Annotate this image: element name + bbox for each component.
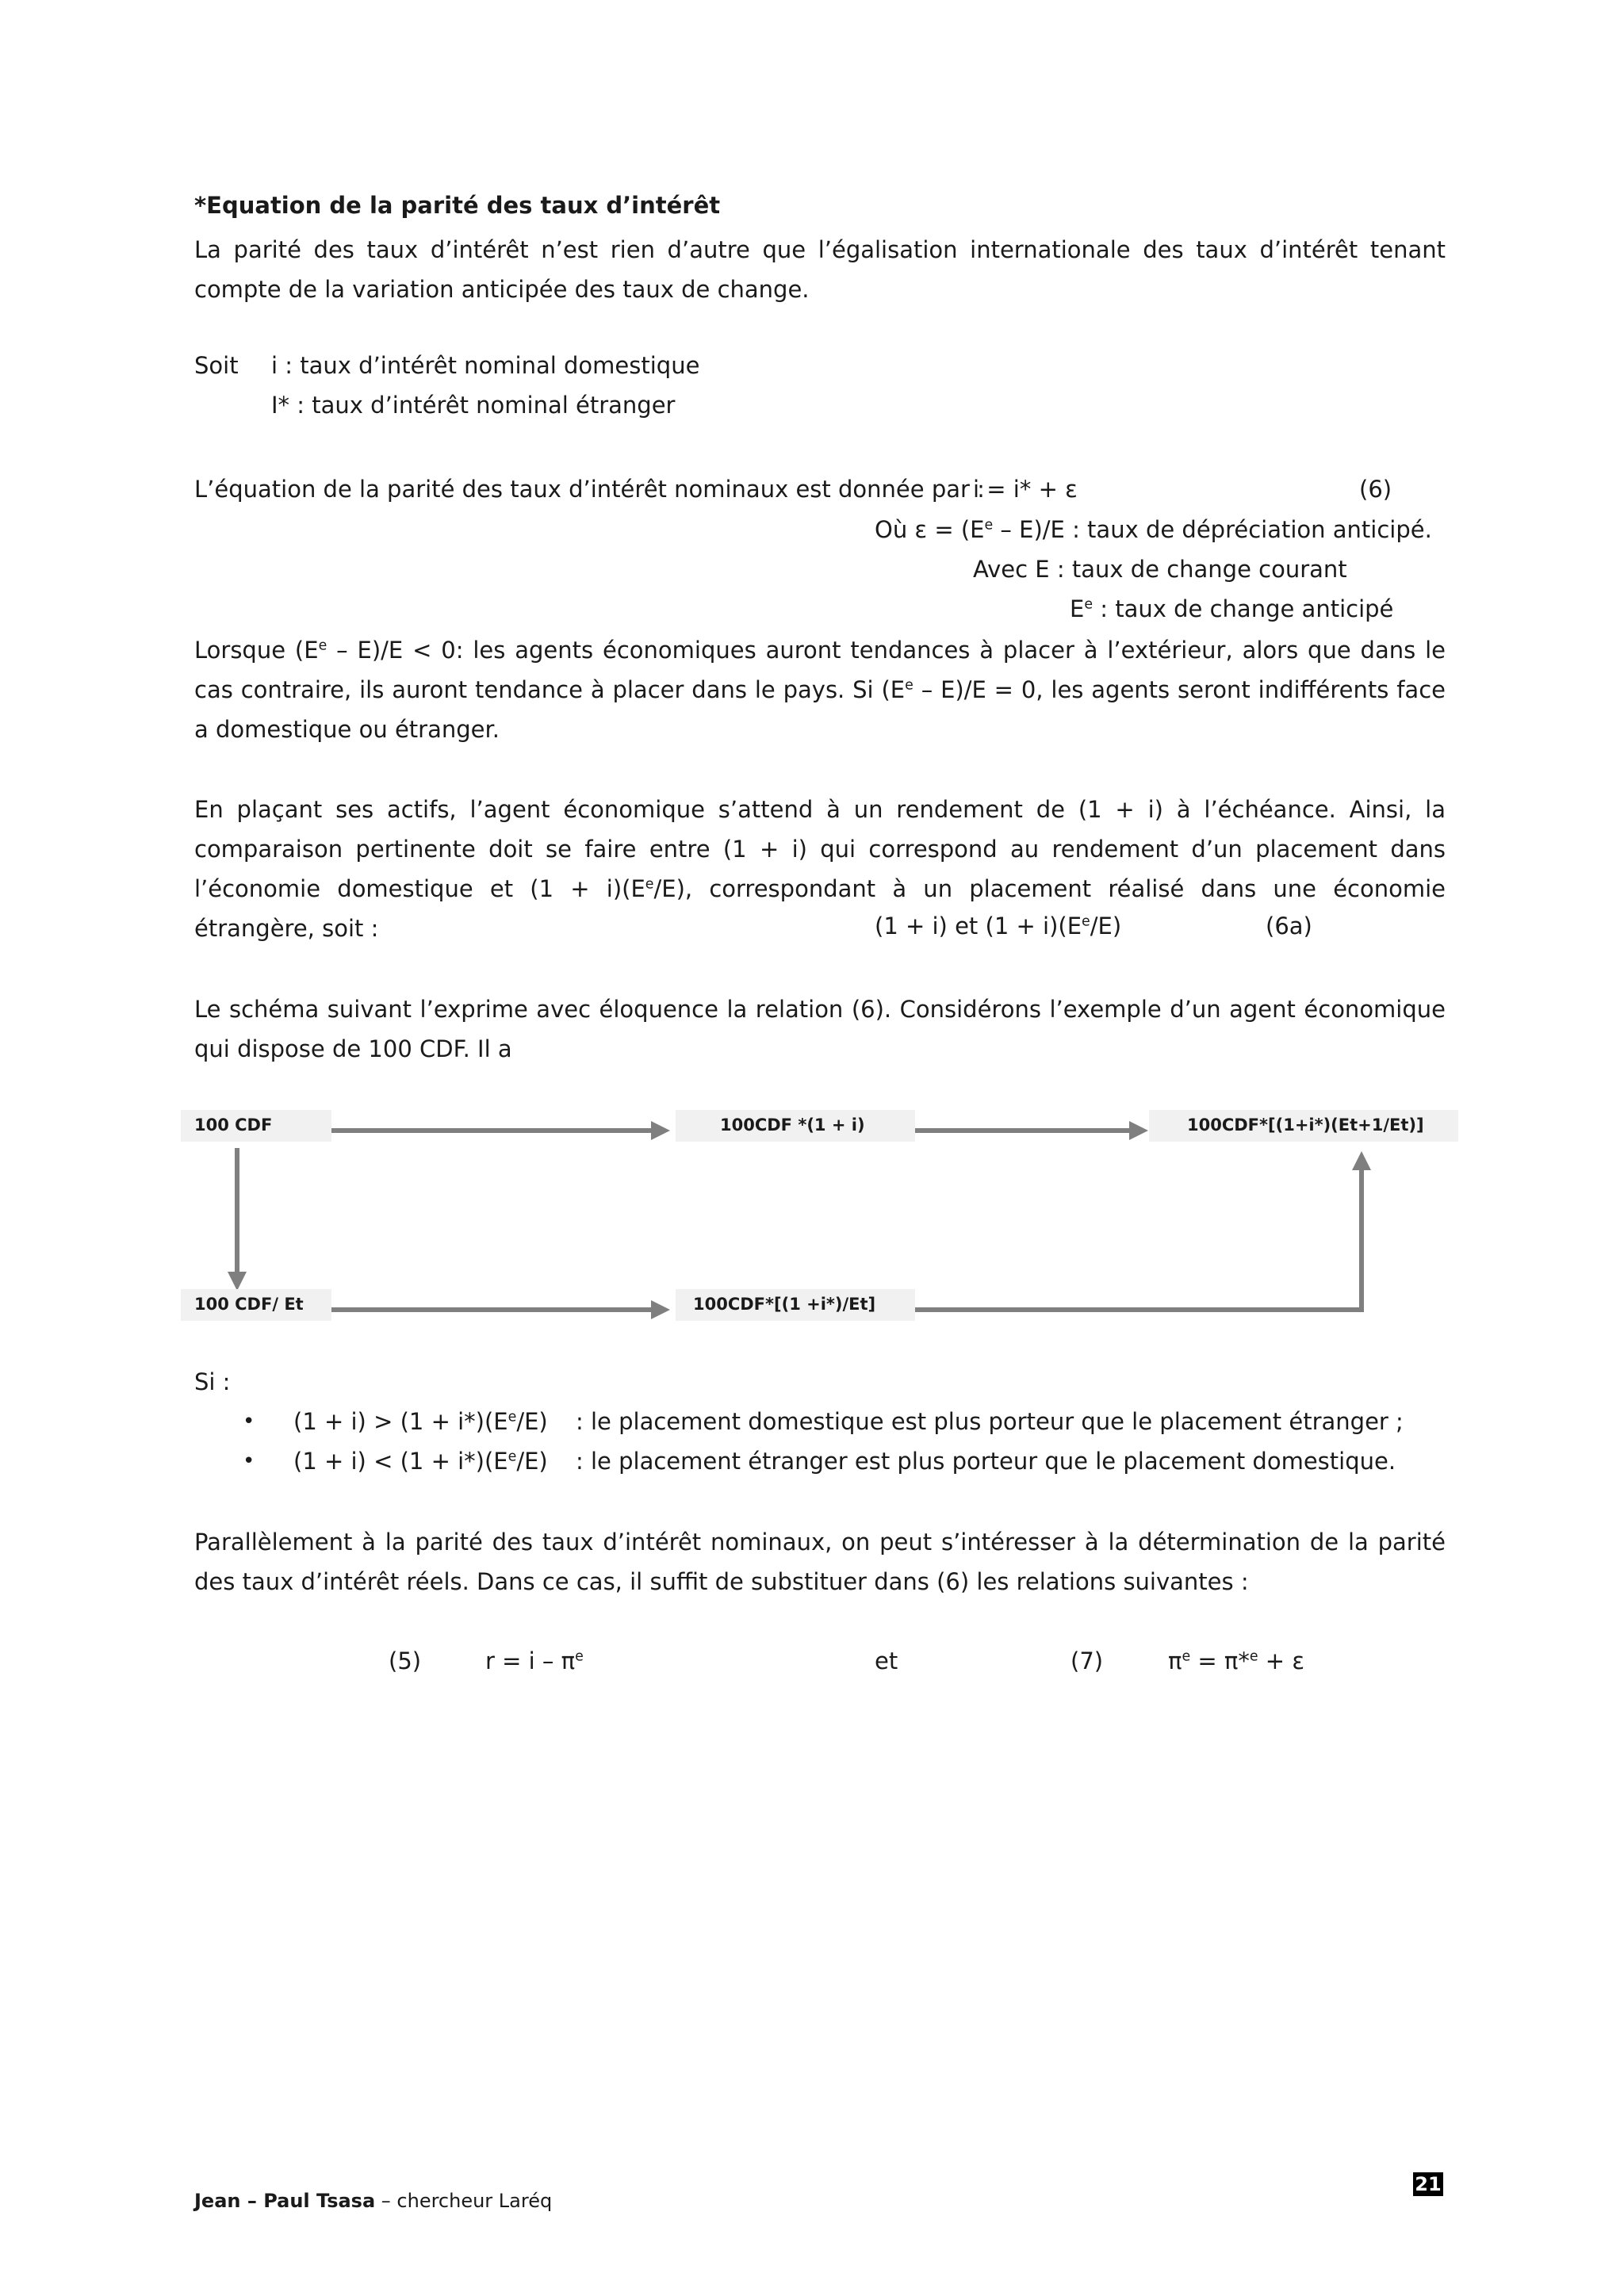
arrow-bottom-left-to-middle-head [651,1300,670,1319]
arrow-top-left-to-middle-head [651,1121,670,1140]
box-100cdf-1-plus-i: 100CDF *(1 + i) [676,1110,915,1142]
epsilon-definition: Où $\varepsilon = (E^e - E)/E$ : taux de dépréciation anticipé. [875,516,1432,543]
bullet-1-conclusion: : le placement domestique est plus porteur que le placement étranger ; [576,1408,1404,1435]
arrow-bottom-middle-up-to-right-head [1352,1151,1371,1170]
bullet-1-condition: $(1 + i) > (1 + i*)(E^e/E)$ [293,1408,548,1435]
intro-paragraph: La parité des taux d’intérêt n’est rien d’autre que l’égalisation internationale des taux d’intérêt tenant compte de la variation anticipée des taux de change. [194,236,1446,303]
formula-6a: (1 + i) et $(1 + i)(E^e/E)$ [875,913,1122,939]
section-heading: *Equation de la parité des taux d’intérêt [194,192,721,219]
bullet-1-marker: • [243,1410,255,1433]
definition-istar: I* : taux d’intérêt nominal étranger [271,392,676,419]
ee-definition: $E^e$ : taux de change anticipé [1070,595,1394,622]
arrow-top-middle-to-right-head [1129,1121,1148,1140]
relation-5-number: (5) [389,1647,422,1674]
equation-6-text: L’équation de la parité des taux d’intérêt nominaux est donnée par : [194,476,985,503]
e-definition: Avec E : taux de change courant [973,556,1347,583]
si-label: Si : [194,1368,231,1395]
relation-5-formula: $r = i - \pi^e$ [485,1647,584,1674]
page-number: 21 [1413,2172,1443,2196]
bullet-2-marker: • [243,1449,255,1473]
arrow-bottom-middle-up-to-right [915,1169,1362,1310]
placement-paragraph: En plaçant ses actifs, l’agent économique s’attend à un rendement de (1 + i) à l’échéance. Ainsi, la comparaison pertinente doit se faire entre (1 + i) qui correspond au rendement d’un placement dans l’économie domestique et $(1 + i)(E^e/E)$, correspondant à un placement réalisé dans une économie étrangère, soit : [194,796,1446,942]
schema-intro-paragraph: Le schéma suivant l’exprime avec éloquence la relation (6). Considérons l’exemple d’un agent économique qui dispose de 100 CDF. Il a [194,996,1446,1062]
definition-i: i : taux d’intérêt nominal domestique [271,352,700,379]
box-100cdf-foreign-return: 100CDF*[(1+i*)(Et+1/Et)] [1149,1110,1458,1142]
lorsque-paragraph: Lorsque $(E^e - E)/E < 0$: les agents économiques auront tendances à placer à l’extérieur, alors que dans le cas contraire, ils auront tendance à placer dans le pays. Si $(E^e - E)/E = 0$, les agents seront indifférents face a domestique ou étranger. [194,637,1446,743]
bullet-2-condition: $(1 + i) < (1 + i*)(E^e/E)$ [293,1448,548,1475]
arrow-left-down-head [228,1272,247,1291]
formula-6a-number: (6a) [1266,913,1312,939]
relation-7-number: (7) [1071,1647,1104,1674]
equation-6-formula: i = i* + ε [973,476,1078,503]
equation-6-number: (6) [1359,476,1392,503]
box-100cdf-foreign-placement: 100CDF*[(1 +i*)/Et] [676,1289,915,1321]
box-100-cdf: 100 CDF [181,1110,331,1142]
relation-7-formula: $\pi^e = \pi*^e + \varepsilon$ [1168,1647,1304,1674]
relation-et: et [875,1647,898,1674]
bullet-2-conclusion: : le placement étranger est plus porteur que le placement domestique. [576,1448,1396,1475]
soit-label: Soit [194,352,239,379]
footer-author: Jean – Paul Tsasa – chercheur Laréq [194,2190,553,2212]
reel-paragraph: Parallèlement à la parité des taux d’intérêt nominaux, on peut s’intéresser à la détermination de la parité des taux d’intérêt réels. Dans ce cas, il suffit de substituer dans (6) les relations suivantes : [194,1529,1446,1595]
box-100-cdf-et: 100 CDF/ Et [181,1289,331,1321]
